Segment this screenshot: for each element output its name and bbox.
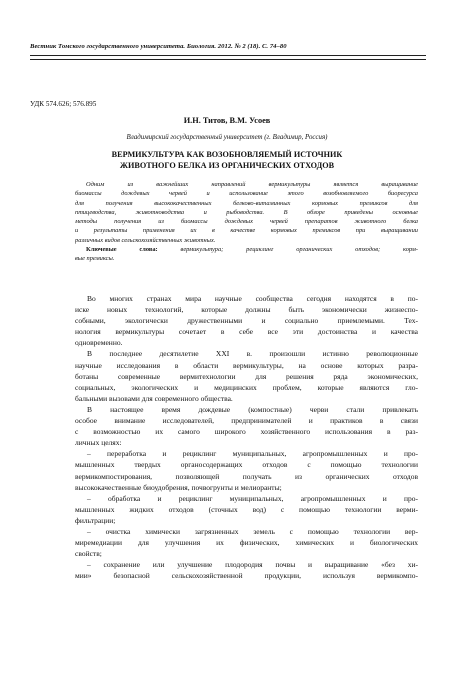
article-title xyxy=(0,150,454,171)
abstract-line: и результаты применения их в качестве кормовых премиксов при выращивании xyxy=(75,227,418,235)
body-line: собными, экологически дружественными и социально приемлемыми. Тех- xyxy=(75,316,418,326)
abstract-line: Одним из важнейших направлений вермикультуры является выращивание xyxy=(86,181,418,188)
body-line: нология вермикультуры сочетает в себе все эти достоинства и качества xyxy=(75,327,418,337)
body-line: бальными вызовами для современного общества. xyxy=(75,393,233,403)
body-line: миремедиации для улучшения их физических, химических и биологических xyxy=(75,538,418,548)
body-line: Во многих странах мира научные сообщества сегодня находятся в по- xyxy=(87,294,418,303)
abstract-line: биомассы дождевых червей и использование этого возобновляемого биоресурса xyxy=(75,190,418,198)
body-line: социальных, экологических и медицинских проблем, которые являются гло- xyxy=(75,382,418,392)
affiliation: Владимирский государственный университет (г. Владимир, Россия) xyxy=(126,134,328,141)
body-line: свойств; xyxy=(75,549,102,559)
abstract-line: для получения высококачественных белково-витаминных кормовых премиксов для xyxy=(75,199,418,207)
body-line: вермикомпостирования, позволяющей получать из органических отходов xyxy=(75,471,418,481)
body-line: – сохранение или улучшение плодородия почвы и выращивание «без хи- xyxy=(87,560,418,570)
authors: И.Н. Титов, В.М. Усоев xyxy=(183,116,271,125)
udk-code: УДК 574.626; 576.895 xyxy=(30,100,97,108)
journal-header: Вестник Томского государственного университета. Биология. 2012. № 2 (18). С. 74–80 xyxy=(30,43,287,50)
header-rule xyxy=(30,55,426,56)
body-line: научные исследования в области вермикультуры, на основе которых разра- xyxy=(75,360,418,370)
header-rule-double xyxy=(30,59,426,60)
body-line: мышленных твердых органосодержащих отходов с помощью технологии xyxy=(75,460,418,470)
body-text xyxy=(75,293,418,581)
body-line: мии» безопасной сельскохозяйственной продукции, используя вермикомпо- xyxy=(75,571,418,581)
body-line: В последнее десятилетие XXI в. произошли истинно революционные xyxy=(87,349,418,359)
body-line: В настоящее время дождевые (компостные) черви стали привлекать xyxy=(87,404,418,414)
body-line: личных целях: xyxy=(75,438,122,448)
keywords-label: Ключевые слова: xyxy=(86,245,158,253)
abstract-line: птицеводства, животноводства и рыбоводства. В обзоре приведены основные xyxy=(75,208,418,216)
body-line: – переработка и рециклинг муниципальных, агропромышленных и про- xyxy=(87,449,418,459)
title-line: ЖИВОТНОГО БЕЛКА ИЗ ОРГАНИЧЕСКИХ ОТХОДОВ xyxy=(119,160,335,170)
abstract-line: методы получения из биомассы дождевых червей препаратов животного белка xyxy=(75,218,418,225)
body-line: фильтрации; xyxy=(75,515,116,525)
body-line: высококачественные биоудобрения, почвогрунты и мелиоранты; xyxy=(75,482,282,492)
keywords-line-2: вые премиксы. xyxy=(75,255,115,262)
body-line: мышленных жидких отходов (сточных вод) с помощью технологии верми- xyxy=(75,504,418,514)
body-line: с возможностью их самого широкого хозяйственного использования в раз- xyxy=(75,427,418,437)
body-line: – обработка и рециклинг муниципальных, агропромышленных и про- xyxy=(87,493,418,503)
body-line: – очистка химически загрязненных земель с помощью технологии вер- xyxy=(87,526,418,536)
body-line: одновременно. xyxy=(75,338,123,348)
title-line: ВЕРМИКУЛЬТУРА КАК ВОЗОБНОВЛЯЕМЫЙ ИСТОЧНИК xyxy=(111,150,343,159)
body-line: ботаны современные вермитехнологии для решения ряда экономических, xyxy=(75,371,418,381)
abstract-line: различных видов сельскохозяйственных животных. xyxy=(75,236,216,244)
body-line: особое внимание исследователей, предпринимателей и практиков в связи xyxy=(75,416,418,426)
keywords-line xyxy=(75,245,418,254)
keywords-text: вермикультура; рециклинг органических отходов; корм- xyxy=(180,245,418,253)
abstract xyxy=(75,180,418,263)
body-line: иске новых технологий, которые должны быть экономически жизнеспо- xyxy=(75,305,418,315)
